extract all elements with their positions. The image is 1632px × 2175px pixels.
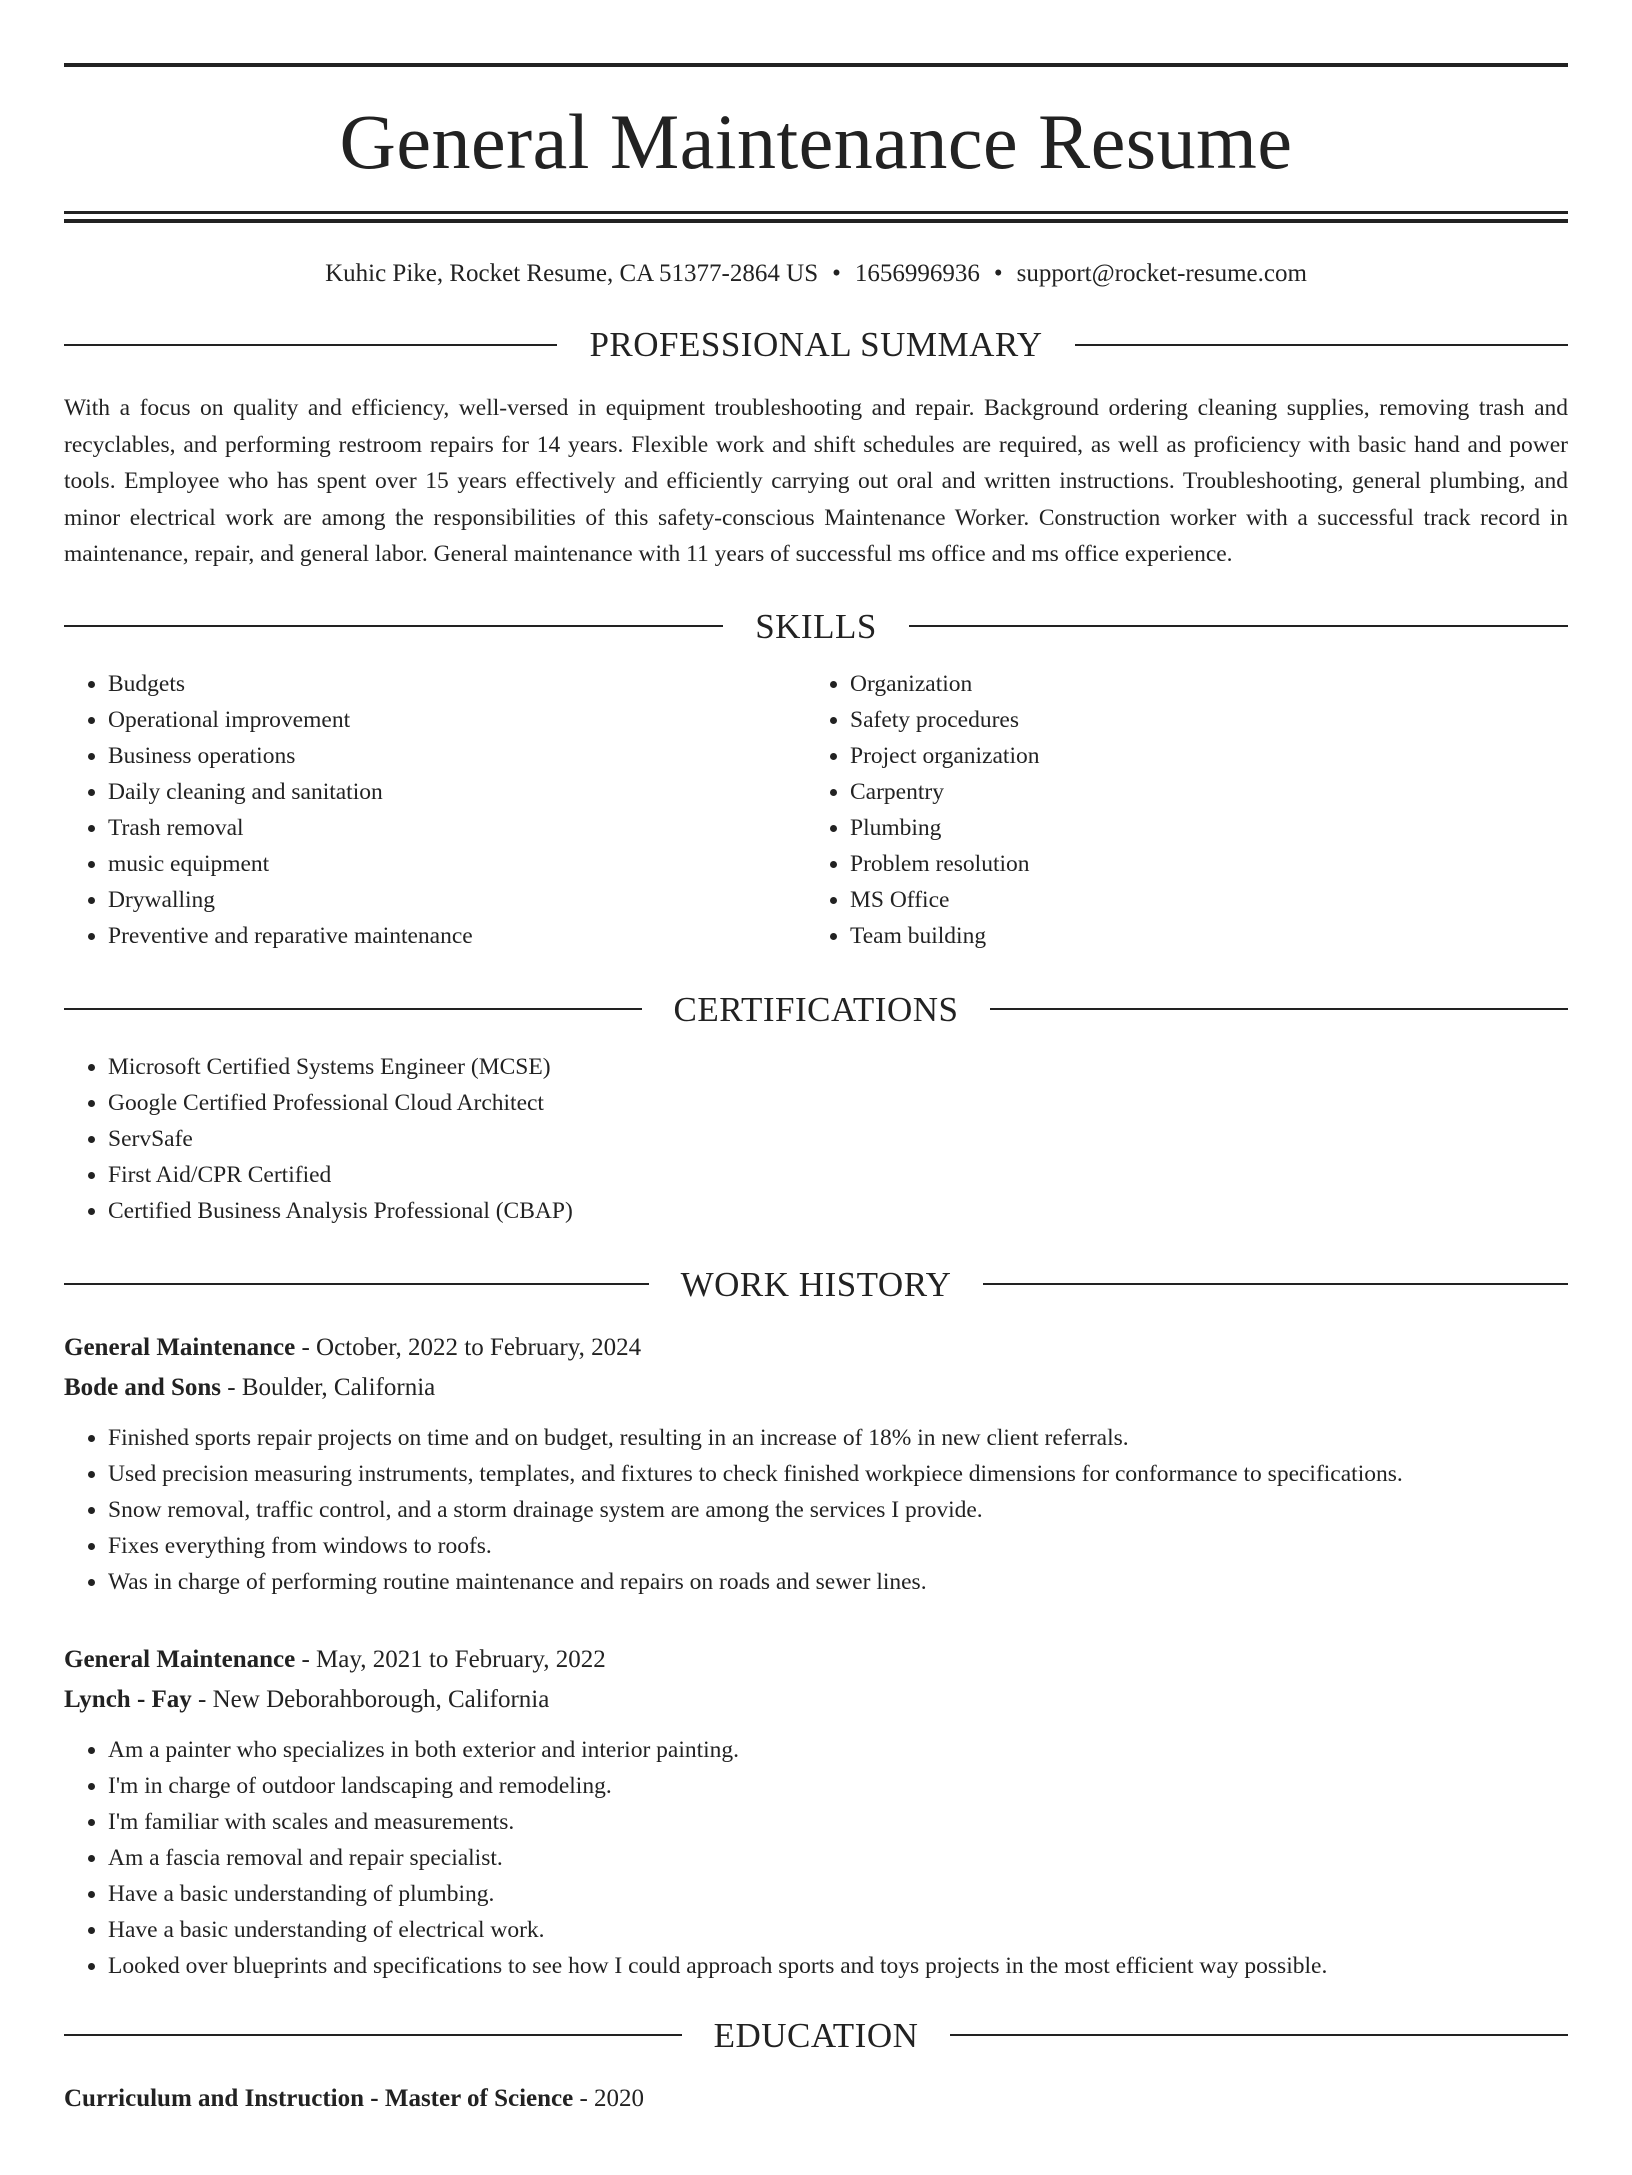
job-bullet: • Was in charge of performing routine maintenance and repairs on roads and sewer lines. (108, 1564, 1568, 1600)
heading-rule-right (1075, 344, 1568, 346)
skill-item: • Team building (850, 918, 1548, 954)
skills-columns (64, 666, 1568, 954)
heading-rule-left (64, 2034, 682, 2036)
section-title-education: EDUCATION (713, 2015, 919, 2055)
section-heading-summary (64, 327, 1568, 362)
education-entry (64, 2079, 1568, 2119)
section-title-summary: PROFESSIONAL SUMMARY (589, 325, 1043, 364)
job-title-line (64, 1328, 1568, 1368)
skill-item: • Business operations (108, 738, 806, 774)
skills-column-right (806, 666, 1548, 954)
certification-item: • Microsoft Certified Systems Engineer (MCSE) (108, 1049, 1568, 1085)
education-line (64, 2079, 1568, 2119)
skill-item: • Safety procedures (850, 702, 1548, 738)
job-bullet: • I'm familiar with scales and measurements. (108, 1804, 1568, 1840)
resume-title: General Maintenance Resume (339, 98, 1293, 185)
job-company-line (64, 1680, 1568, 1720)
heading-rule-right (983, 1283, 1568, 1285)
heading-rule-right (990, 1008, 1568, 1010)
contact-phone: 1656996936 (854, 260, 980, 287)
section-title-skills: SKILLS (755, 606, 877, 646)
skill-item: • Project organization (850, 738, 1548, 774)
title-double-rule (64, 211, 1568, 223)
contact-address: Kuhic Pike, Rocket Resume, CA 51377-2864 US (325, 260, 819, 287)
job-company-line (64, 1368, 1568, 1408)
job-dates: - October, 2022 to February, 2024 (295, 1333, 642, 1361)
job-bullet: • Used precision measuring instruments, templates, and fixtures to check finished workpiece dimensions for conformance to specifications. (108, 1456, 1568, 1492)
job-company: Bode and Sons (64, 1373, 222, 1401)
certifications-list (64, 1049, 1568, 1229)
education-degree: Curriculum and Instruction - Master of Science (64, 2084, 574, 2112)
certification-item: • Certified Business Analysis Professional (CBAP) (108, 1193, 1568, 1229)
job-title-line (64, 1640, 1568, 1680)
job-location: - Boulder, California (221, 1373, 436, 1401)
section-title-certifications: CERTIFICATIONS (673, 989, 959, 1029)
job-bullet: • Fixes everything from windows to roofs. (108, 1528, 1568, 1564)
heading-rule-left (64, 344, 557, 346)
top-rule (64, 63, 1568, 67)
skill-item: • MS Office (850, 882, 1548, 918)
skill-item: • Carpentry (850, 774, 1548, 810)
education-year: - 2020 (573, 2084, 645, 2112)
skill-item: • Budgets (108, 666, 806, 702)
job-location: - New Deborahborough, California (191, 1685, 550, 1713)
contact-separator: • (993, 260, 1003, 287)
skill-item: • music equipment (108, 846, 806, 882)
section-heading-work-history (64, 1264, 1568, 1304)
job-bullet: • Finished sports repair projects on time and on budget, resulting in an increase of 18% in new client referrals. (108, 1420, 1568, 1456)
certifications-block (64, 1049, 1568, 1229)
heading-rule-left (64, 1008, 642, 1010)
skill-item: • Drywalling (108, 882, 806, 918)
section-heading-certifications (64, 989, 1568, 1029)
contact-line (64, 259, 1568, 289)
job-bullet: • Looked over blueprints and specifications to see how I could approach sports and toys projects in the most efficient way possible. (108, 1948, 1568, 1984)
skill-item: • Daily cleaning and sanitation (108, 774, 806, 810)
certification-item: • ServSafe (108, 1121, 1568, 1157)
job-bullets (64, 1420, 1568, 1600)
job-bullets (64, 1732, 1568, 1984)
job-bullet: • I'm in charge of outdoor landscaping and remodeling. (108, 1768, 1568, 1804)
skill-item: • Preventive and reparative maintenance (108, 918, 806, 954)
job-dates: - May, 2021 to February, 2022 (295, 1645, 606, 1673)
job-title: General Maintenance (64, 1333, 296, 1361)
section-heading-skills (64, 606, 1568, 646)
skill-item: • Trash removal (108, 810, 806, 846)
skill-item: • Plumbing (850, 810, 1548, 846)
contact-email: support@rocket-resume.com (1016, 260, 1307, 287)
job-entry (64, 1640, 1568, 1984)
job-bullet: • Have a basic understanding of plumbing. (108, 1876, 1568, 1912)
heading-rule-right (909, 625, 1568, 627)
certification-item: • First Aid/CPR Certified (108, 1157, 1568, 1193)
job-bullet: • Am a fascia removal and repair specialist. (108, 1840, 1568, 1876)
skills-list-left (64, 666, 806, 954)
section-heading-education (64, 2015, 1568, 2055)
skill-item: • Problem resolution (850, 846, 1548, 882)
resume-page (0, 63, 1632, 2175)
skills-list-right (806, 666, 1548, 954)
job-bullet: • Am a painter who specializes in both exterior and interior painting. (108, 1732, 1568, 1768)
summary-paragraph: With a focus on quality and efficiency, well-versed in equipment troubleshooting and repair. Background ordering cleaning supplies, removing trash and recyclables, and performing restroom repairs for 14 years. Flexible work and shift schedules are required, as well as proficiency with basic hand and power tools. Employee who has spent over 15 years effectively and efficiently carrying out oral and written instructions. Troubleshooting, general plumbing, and minor electrical work are among the responsibilities of this safety-conscious Maintenance Worker. Construction worker with a successful track record in maintenance, repair, and general labor. General maintenance with 11 years of successful ms office and ms office experience. (64, 395, 1568, 567)
job-company: Lynch - Fay (64, 1685, 192, 1713)
job-entry (64, 1328, 1568, 1600)
heading-rule-right (950, 2034, 1568, 2036)
heading-rule-left (64, 1283, 649, 1285)
job-title: General Maintenance (64, 1645, 296, 1673)
contact-separator: • (832, 260, 841, 287)
skill-item: • Organization (850, 666, 1548, 702)
heading-rule-left (64, 625, 723, 627)
job-bullet: • Snow removal, traffic control, and a storm drainage system are among the services I provide. (108, 1492, 1568, 1528)
skill-item: • Operational improvement (108, 702, 806, 738)
certification-item: • Google Certified Professional Cloud Architect (108, 1085, 1568, 1121)
job-bullet: • Have a basic understanding of electrical work. (108, 1912, 1568, 1948)
skills-column-left (64, 666, 806, 954)
section-title-work-history: WORK HISTORY (680, 1264, 952, 1304)
